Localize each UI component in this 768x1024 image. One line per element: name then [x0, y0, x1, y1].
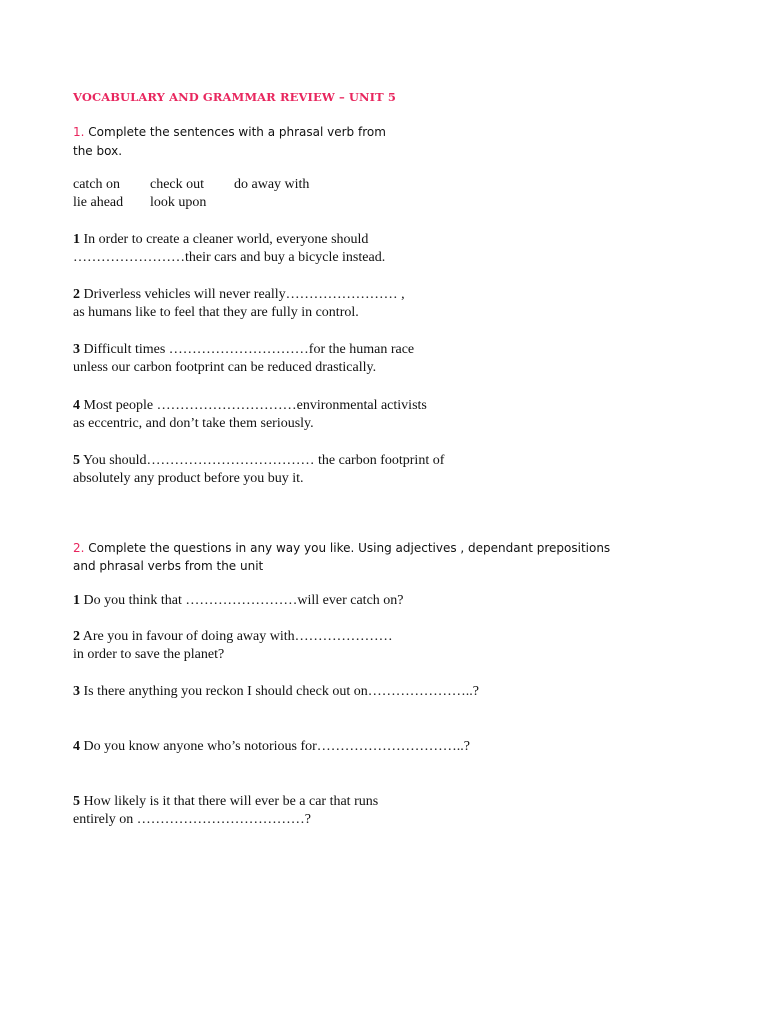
- list-item: [73, 628, 393, 646]
- list-item-cont: as humans like to feel that they are fully in control.: [73, 305, 359, 320]
- section1-instruction-cont: [73, 142, 122, 160]
- title-text: VOCABULARY AND GRAMMAR REVIEW – UNIT 5: [73, 90, 396, 104]
- item-number: 2: [73, 287, 80, 302]
- list-item: [73, 793, 378, 811]
- list-item: [73, 341, 414, 359]
- item-number: 3: [73, 342, 80, 357]
- item-number: 2: [73, 629, 80, 644]
- word-box-item: lie ahead: [73, 195, 124, 210]
- item-number: 5: [73, 453, 80, 468]
- word-box-item: catch on: [73, 177, 121, 192]
- item-text: Do you know anyone who’s notorious for…………………………..?: [80, 739, 471, 754]
- list-item: [73, 231, 368, 249]
- list-item-cont: absolutely any product before you buy it.: [73, 471, 304, 486]
- item-text: Difficult times …………………………for the human race: [80, 342, 415, 357]
- item-number: 3: [73, 684, 80, 699]
- section2-number: 2.: [73, 541, 85, 555]
- section1-instruction-line1: Complete the sentences with a phrasal verb from: [88, 125, 386, 139]
- list-item-cont: entirely on ………………………………?: [73, 812, 311, 827]
- section2-instruction-line1: Complete the questions in any way you like. Using adjectives , dependant prepositions: [88, 541, 611, 555]
- item-text: You should……………………………… the carbon footprint of: [80, 453, 445, 468]
- item-text: Most people …………………………environmental activists: [80, 398, 427, 413]
- list-item: [73, 286, 405, 304]
- section2-instruction-cont: [73, 557, 263, 575]
- page-title: [73, 88, 396, 106]
- item-number: 5: [73, 794, 80, 809]
- section1-instruction-line2: the box.: [73, 144, 123, 158]
- list-item-cont: unless our carbon footprint can be reduced drastically.: [73, 360, 377, 375]
- word-box-item: check out: [150, 177, 205, 192]
- item-number: 4: [73, 739, 80, 754]
- word-box-item: do away with: [234, 177, 310, 192]
- list-item: [73, 452, 444, 470]
- section2-instruction-line2: and phrasal verbs from the unit: [73, 559, 264, 573]
- list-item-cont: ……………………their cars and buy a bicycle instead.: [73, 250, 386, 265]
- item-text: How likely is it that there will ever be a car that runs: [80, 794, 379, 809]
- list-item: [73, 683, 479, 701]
- section1-instruction: [73, 123, 386, 141]
- item-number: 4: [73, 398, 80, 413]
- list-item-cont: in order to save the planet?: [73, 647, 225, 662]
- list-item: [73, 738, 470, 756]
- list-item: [73, 397, 427, 415]
- section2-instruction: [73, 539, 610, 557]
- item-number: 1: [73, 232, 80, 247]
- item-number: 1: [73, 593, 80, 608]
- word-box-item: look upon: [150, 195, 207, 210]
- section1-number: 1.: [73, 125, 85, 139]
- item-text: Is there anything you reckon I should check out on…………………..?: [80, 684, 479, 699]
- item-text: Are you in favour of doing away with…………………: [80, 629, 393, 644]
- list-item: [73, 592, 404, 610]
- item-text: Driverless vehicles will never really…………………… ,: [80, 287, 405, 302]
- list-item-cont: as eccentric, and don’t take them seriously.: [73, 416, 314, 431]
- item-text: Do you think that ……………………will ever catch on?: [80, 593, 404, 608]
- item-text: In order to create a cleaner world, everyone should: [80, 232, 369, 247]
